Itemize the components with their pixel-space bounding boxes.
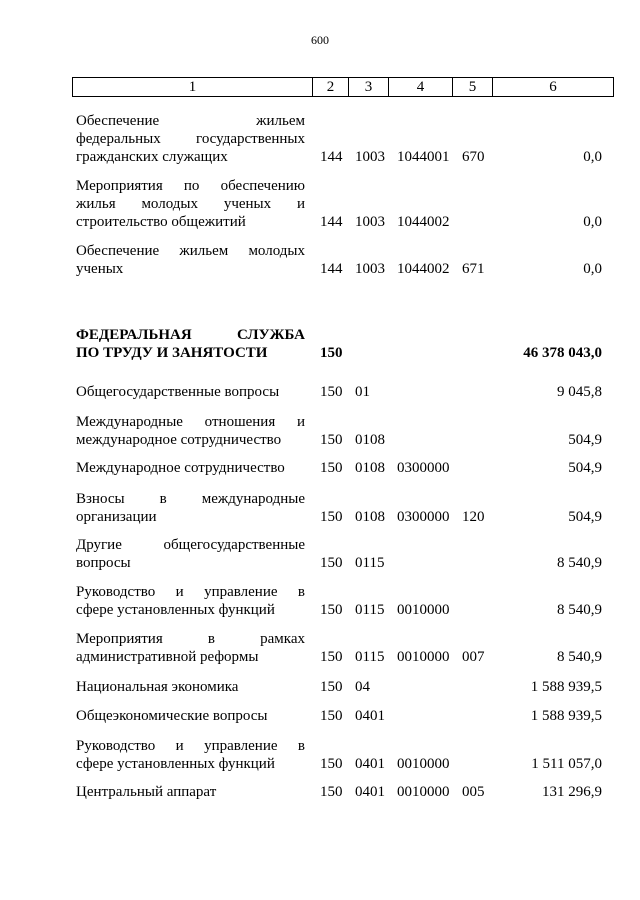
table-row xyxy=(0,536,640,572)
row-cell-c3: 04 xyxy=(355,679,370,695)
row-name-line: Руководство и управление в xyxy=(76,738,305,754)
row-cell-c6: 504,9 xyxy=(568,509,602,525)
row-name-line: Общегосударственные вопросы xyxy=(76,384,280,400)
row-cell-c2: 150 xyxy=(320,602,343,618)
row-cell-c3: 1003 xyxy=(355,149,385,165)
row-cell-c2: 150 xyxy=(320,555,343,571)
row-name-line: ПО ТРУДУ И ЗАНЯТОСТИ xyxy=(76,345,268,361)
row-cell-c3: 01 xyxy=(355,384,370,400)
row-cell-c4: 1044002 xyxy=(397,214,450,230)
row-name-line: Обеспечение жильем молодых xyxy=(76,243,305,259)
row-name-line: сфере установленных функций xyxy=(76,756,275,772)
row-name-line: Международные отношения и xyxy=(76,414,305,430)
page-number: 600 xyxy=(311,33,329,47)
row-cell-c2: 150 xyxy=(320,708,343,724)
row-name xyxy=(76,242,305,278)
row-cell-c4: 0010000 xyxy=(397,784,450,800)
row-cell-c2: 150 xyxy=(320,432,343,448)
row-name xyxy=(76,583,305,619)
row-cell-c5: 670 xyxy=(462,149,485,165)
table-row xyxy=(0,737,640,773)
row-cell-c6: 0,0 xyxy=(583,214,602,230)
row-cell-c6: 1 588 939,5 xyxy=(530,679,602,695)
row-name-line: Мероприятия в рамках xyxy=(76,631,305,647)
row-name xyxy=(76,413,305,449)
row-cell-c3: 0401 xyxy=(355,784,385,800)
row-cell-c2: 150 xyxy=(320,784,343,800)
row-cell-c6: 504,9 xyxy=(568,432,602,448)
row-cell-c3: 1003 xyxy=(355,214,385,230)
row-name-line: Другие общегосударственные xyxy=(76,537,305,553)
row-name-line: Международное сотрудничество xyxy=(76,460,285,476)
row-name xyxy=(76,490,305,526)
table-row xyxy=(0,326,640,362)
row-name-line: ФЕДЕРАЛЬНАЯ СЛУЖБА xyxy=(76,327,305,343)
row-name-line: жилья молодых ученых и xyxy=(76,196,305,212)
row-name-line: международное сотрудничество xyxy=(76,432,282,448)
row-name xyxy=(76,459,305,477)
row-cell-c6: 131 296,9 xyxy=(542,784,602,800)
row-name-line: гражданских служащих xyxy=(76,149,228,165)
row-cell-c3: 0108 xyxy=(355,509,385,525)
row-cell-c2: 150 xyxy=(320,460,343,476)
row-name-line: федеральных государственных xyxy=(76,131,305,147)
row-cell-c4: 0300000 xyxy=(397,509,450,525)
table-row xyxy=(0,459,640,477)
table-row xyxy=(0,383,640,401)
header-col-2: 2 xyxy=(313,78,349,97)
row-name-line: ученых xyxy=(76,261,124,277)
header-col-1: 1 xyxy=(73,78,313,97)
table-row xyxy=(0,242,640,278)
table-header xyxy=(72,77,614,97)
table-row xyxy=(0,177,640,231)
row-cell-c6: 0,0 xyxy=(583,149,602,165)
row-cell-c3: 0115 xyxy=(355,602,385,618)
table-row xyxy=(0,630,640,666)
row-cell-c6: 1 588 939,5 xyxy=(530,708,602,724)
row-cell-c2: 150 xyxy=(320,649,343,665)
row-cell-c6: 8 540,9 xyxy=(557,555,602,571)
row-name xyxy=(76,783,305,801)
row-cell-c4: 0010000 xyxy=(397,756,450,772)
row-name xyxy=(76,630,305,666)
row-name xyxy=(76,536,305,572)
row-cell-c5: 120 xyxy=(462,509,485,525)
row-cell-c6: 504,9 xyxy=(568,460,602,476)
row-cell-c6: 8 540,9 xyxy=(557,649,602,665)
row-cell-c5: 007 xyxy=(462,649,485,665)
row-cell-c2: 144 xyxy=(320,149,343,165)
row-name xyxy=(76,383,305,401)
row-name xyxy=(76,112,305,166)
table-row xyxy=(0,707,640,725)
row-cell-c6: 8 540,9 xyxy=(557,602,602,618)
row-name xyxy=(76,707,305,725)
row-cell-c6: 9 045,8 xyxy=(557,384,602,400)
row-cell-c4: 0010000 xyxy=(397,602,450,618)
header-col-5: 5 xyxy=(453,78,493,97)
table-row xyxy=(0,490,640,526)
table-row xyxy=(0,678,640,696)
row-name-line: организации xyxy=(76,509,157,525)
table-row xyxy=(0,413,640,449)
row-cell-c2: 150 xyxy=(320,509,343,525)
row-name-line: строительство общежитий xyxy=(76,214,246,230)
row-cell-c3: 0401 xyxy=(355,708,385,724)
header-col-3: 3 xyxy=(349,78,389,97)
header-col-4: 4 xyxy=(389,78,453,97)
row-cell-c2: 144 xyxy=(320,261,343,277)
table-row xyxy=(0,112,640,166)
row-cell-c3: 0115 xyxy=(355,555,385,571)
row-cell-c4: 1044001 xyxy=(397,149,450,165)
row-name-line: Взносы в международные xyxy=(76,491,305,507)
table-row xyxy=(0,583,640,619)
row-name xyxy=(76,678,305,696)
row-cell-c3: 0401 xyxy=(355,756,385,772)
row-name-line: Национальная экономика xyxy=(76,679,239,695)
row-cell-c3: 0108 xyxy=(355,432,385,448)
row-name-line: Центральный аппарат xyxy=(76,784,217,800)
row-cell-c3: 1003 xyxy=(355,261,385,277)
row-cell-c2: 150 xyxy=(320,384,343,400)
row-cell-c2: 150 xyxy=(320,345,343,361)
row-cell-c5: 671 xyxy=(462,261,485,277)
row-name xyxy=(76,737,305,773)
row-cell-c6: 1 511 057,0 xyxy=(531,756,602,772)
row-name-line: Обеспечение жильем xyxy=(76,113,305,129)
row-cell-c2: 150 xyxy=(320,756,343,772)
row-cell-c6: 46 378 043,0 xyxy=(523,345,602,361)
header-col-6: 6 xyxy=(493,78,614,97)
row-name-line: сфере установленных функций xyxy=(76,602,275,618)
row-name-line: Общеэкономические вопросы xyxy=(76,708,268,724)
row-cell-c3: 0108 xyxy=(355,460,385,476)
row-cell-c4: 1044002 xyxy=(397,261,450,277)
row-name-line: Руководство и управление в xyxy=(76,584,305,600)
row-cell-c6: 0,0 xyxy=(583,261,602,277)
row-cell-c3: 0115 xyxy=(355,649,385,665)
row-name-line: Мероприятия по обеспечению xyxy=(76,178,305,194)
row-name xyxy=(76,177,305,231)
row-cell-c5: 005 xyxy=(462,784,485,800)
row-cell-c2: 150 xyxy=(320,679,343,695)
row-name-line: вопросы xyxy=(76,555,131,571)
row-cell-c4: 0010000 xyxy=(397,649,450,665)
row-name-line: административной реформы xyxy=(76,649,259,665)
row-cell-c2: 144 xyxy=(320,214,343,230)
row-name xyxy=(76,326,305,362)
row-cell-c4: 0300000 xyxy=(397,460,450,476)
table-row xyxy=(0,783,640,801)
